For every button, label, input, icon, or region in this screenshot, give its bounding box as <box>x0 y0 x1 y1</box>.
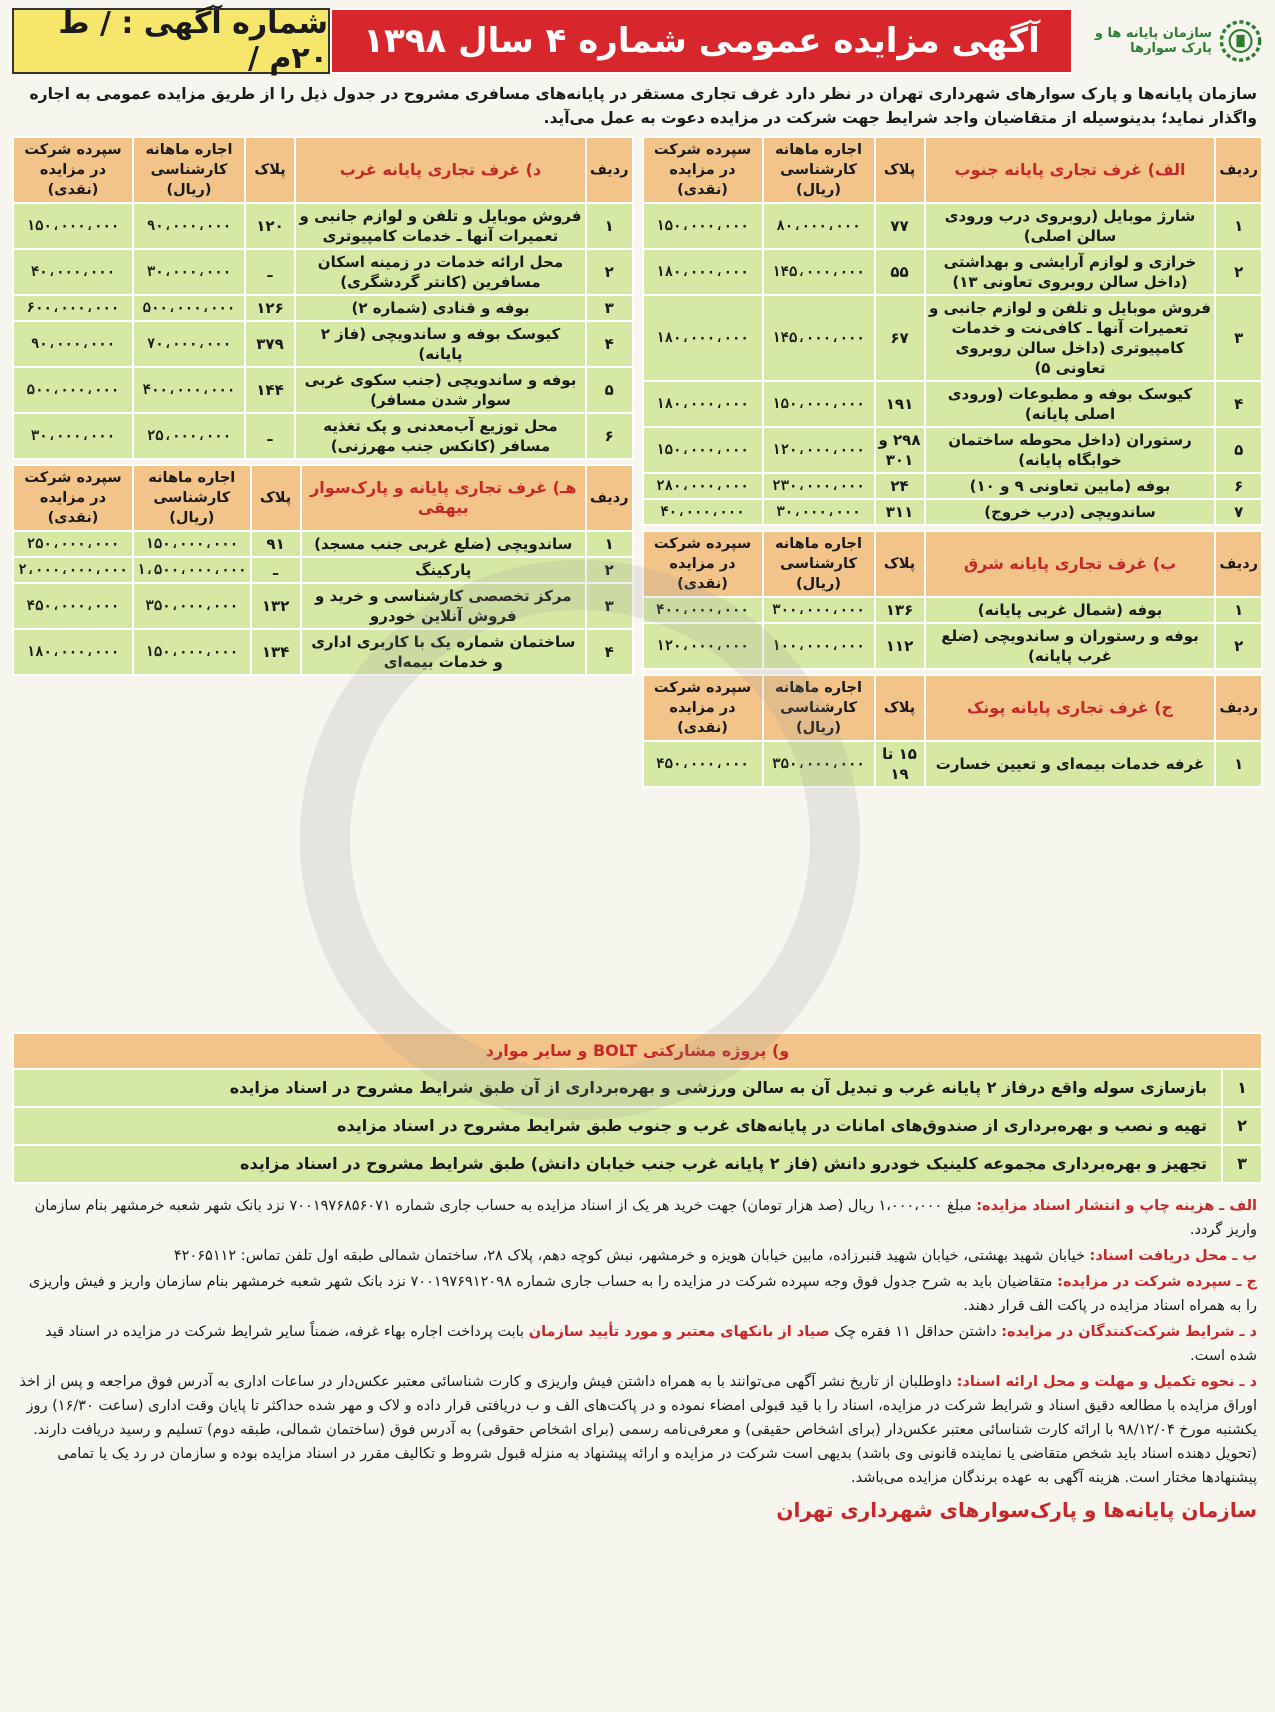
stall-description: محل ارائه خدمات در زمینه اسکان مسافرین (کانتر گردشگری) <box>295 249 586 295</box>
deposit-amount: ۴۰۰،۰۰۰،۰۰۰ <box>643 597 763 623</box>
row-number: ۷ <box>1215 499 1262 525</box>
bolt-title: و) پروژه مشارکتی BOLT و سایر موارد <box>13 1033 1262 1069</box>
intro-lead: سازمان پایانه‌ها و پارک سوارهای شهرداری تهران <box>879 85 1257 103</box>
plak-number: ۱۳۶ <box>875 597 925 623</box>
row-number: ۲ <box>586 249 633 295</box>
row-number: ۴ <box>586 321 633 367</box>
monthly-rent: ۲۳۰،۰۰۰،۰۰۰ <box>763 473 875 499</box>
stall-description: شارژ موبایل (روبروی درب ورودی سالن اصلی) <box>925 203 1216 249</box>
table-punak-terminal <box>642 674 1264 788</box>
note-conditions-text-2: بابت پرداخت اجاره بهاء غرفه، ضمناً سایر شرایط شرکت در مزایده در اسناد قید شده است. <box>45 1324 1257 1364</box>
plak-number: ۱۴۴ <box>245 367 295 413</box>
stall-description: ساندویچی (ضلع غربی جنب مسجد) <box>301 531 586 557</box>
plak-number: ۳۱۱ <box>875 499 925 525</box>
monthly-rent: ۳۰،۰۰۰،۰۰۰ <box>133 249 245 295</box>
note-conditions-label: د ـ شرایط شرکت‌کنندگان در مزایده: <box>1001 1324 1257 1340</box>
row-number: ۲ <box>586 557 633 583</box>
table-row <box>643 499 1263 525</box>
deposit-amount: ۴۰،۰۰۰،۰۰۰ <box>13 249 133 295</box>
ad-number: شماره آگهی : / ط ۲۰م / <box>12 8 330 74</box>
deposit-amount: ۱۸۰،۰۰۰،۰۰۰ <box>643 295 763 381</box>
table-title: ب) غرف تجاری پایانه شرق <box>925 531 1216 597</box>
bolt-row-number: ۱ <box>1222 1069 1262 1107</box>
plak-number: ۳۷۹ <box>245 321 295 367</box>
deposit-amount: ۱۸۰،۰۰۰،۰۰۰ <box>13 629 133 675</box>
deposit-amount: ۱۵۰،۰۰۰،۰۰۰ <box>643 427 763 473</box>
plak-number: ۱۵ تا ۱۹ <box>875 741 925 787</box>
note-conditions <box>18 1320 1257 1368</box>
plak-number: ۱۹۱ <box>875 381 925 427</box>
table-beyhaghi-terminal <box>12 464 634 676</box>
table-header-row <box>643 137 1263 203</box>
footer-org-name: سازمان پایانه‌ها و پارک‌سوارهای شهرداری تهران <box>776 1498 1257 1522</box>
column-header-rent: اجاره ماهانه کارشناسی (ریال) <box>133 137 245 203</box>
table-row <box>13 583 633 629</box>
deposit-amount: ۲،۰۰۰،۰۰۰،۰۰۰ <box>13 557 133 583</box>
tables-column-right <box>642 136 1264 1026</box>
deposit-amount: ۵۰۰،۰۰۰،۰۰۰ <box>13 367 133 413</box>
stall-description: خرازی و لوازم آرایشی و بهداشتی (داخل سالن روبروی تعاونی ۱۳) <box>925 249 1216 295</box>
monthly-rent: ۳۰،۰۰۰،۰۰۰ <box>763 499 875 525</box>
stall-description: بوفه (شمال غربی پایانه) <box>925 597 1216 623</box>
plak-number: ۵۵ <box>875 249 925 295</box>
deposit-amount: ۲۵۰،۰۰۰،۰۰۰ <box>13 531 133 557</box>
monthly-rent: ۱۵۰،۰۰۰،۰۰۰ <box>133 531 251 557</box>
column-header-plak: پلاک <box>875 137 925 203</box>
note-fee-label: الف ـ هزینه چاپ و انتشار اسناد مزایده: <box>976 1198 1257 1214</box>
table-header-row <box>13 465 633 531</box>
stall-description: مرکز تخصصی کارشناسی و خرید و فروش آنلاین خودرو <box>301 583 586 629</box>
plak-number: ۷۷ <box>875 203 925 249</box>
deposit-amount: ۶۰۰،۰۰۰،۰۰۰ <box>13 295 133 321</box>
auction-tables <box>12 136 1263 1026</box>
monthly-rent: ۱۵۰،۰۰۰،۰۰۰ <box>763 381 875 427</box>
note-deposit-label: ج ـ سپرده شرکت در مزایده: <box>1057 1274 1257 1290</box>
stall-description: بوفه و ساندویچی (جنب سکوی غربی سوار شدن مسافر) <box>295 367 586 413</box>
deposit-amount: ۱۸۰،۰۰۰،۰۰۰ <box>643 249 763 295</box>
table-row <box>643 427 1263 473</box>
note-submission <box>18 1370 1257 1490</box>
table-row <box>13 413 633 459</box>
stall-description: کیوسک بوفه و ساندویچی (فاز ۲ پایانه) <box>295 321 586 367</box>
table-row <box>13 1069 1262 1107</box>
table-title: هـ) غرف تجاری پایانه و پارک‌سوار بیهقی <box>301 465 586 531</box>
note-fee <box>18 1194 1257 1242</box>
column-header-row: ردیف <box>1215 531 1262 597</box>
deposit-amount: ۳۰،۰۰۰،۰۰۰ <box>13 413 133 459</box>
row-number: ۱ <box>586 203 633 249</box>
deposit-amount: ۴۵۰،۰۰۰،۰۰۰ <box>643 741 763 787</box>
plak-number: ۲۹۸ و ۳۰۱ <box>875 427 925 473</box>
monthly-rent: ۳۵۰،۰۰۰،۰۰۰ <box>133 583 251 629</box>
deposit-amount: ۴۵۰،۰۰۰،۰۰۰ <box>13 583 133 629</box>
table-title: د) غرف تجاری پایانه غرب <box>295 137 586 203</box>
plak-number: ـ <box>245 413 295 459</box>
table-south-terminal <box>642 136 1264 526</box>
table-row <box>13 629 633 675</box>
stall-description: فروش موبایل و تلفن و لوازم جانبی و تعمیرات آنها ـ کافی‌نت و خدمات کامپیوتری (داخل سالن روبروی تعاونی ۵) <box>925 295 1216 381</box>
note-submission-text: داوطلبان از تاریخ نشر آگهی می‌توانند با به همراه داشتن فیش واریزی و کارت شناسائی معتبر عکس‌دار در ساعات اداری به آدرس فوق مراجعه و پس از اخذ اوراق مزایده با مطالعه دقیق اسناد و شرایط شرکت در مزایده، اسناد را با قید قبولی امضاء نموده و در پاکت‌های الف و ب دریافتی قرار داده و لاک و مهر شده حداکثر تا پایان وقت اداری (ساعت ۱۶/۳۰) روز یکشنبه مورخ ۹۸/۱۲/۰۴ با ارائه کارت شناسائی معتبر عکس‌دار (برای اشخاص حقیقی) و معرفی‌نامه رسمی (برای اشخاص حقوقی) به آدرس فوق (ساختمان شمالی، طبقه دوم) تسلیم و رسید دریافت دارند. (تحویل دهنده اسناد باید شخص متقاضی یا نماینده قانونی وی باشد) بدیهی است شرکت در مزایده و ارائه پیشنهاد به منزله قبول شروط و تکالیف مقرر در اسناد مزایده بوده و سازمان در رد یک یا تمامی پیشنهادها مختار است. هزینه آگهی به عهده برندگان مزایده می‌باشد. <box>19 1374 1257 1486</box>
table-row <box>643 203 1263 249</box>
row-number: ۵ <box>1215 427 1262 473</box>
note-location-text: خیابان شهید بهشتی، خیابان شهید قنبرزاده، مابین خیابان هویزه و خرمشهر، نبش کوچه دهم، پلاک ۲۸، ساختمان شمالی طبقه اول تلفن تماس: ۴۲۰۶۵۱۱۲ <box>173 1248 1085 1264</box>
deposit-amount: ۱۲۰،۰۰۰،۰۰۰ <box>643 623 763 669</box>
column-header-row: ردیف <box>586 465 633 531</box>
bolt-row-text: تجهیز و بهره‌برداری مجموعه کلینیک خودرو دانش (فاز ۲ پایانه غرب جنب خیابان دانش) طبق شرایط مشروح در اسناد مزایده <box>13 1145 1222 1183</box>
stall-description: فروش موبایل و تلفن و لوازم جانبی و تعمیرات آنها ـ خدمات کامپیوتری <box>295 203 586 249</box>
table-title: ج) غرف تجاری پایانه پونک <box>925 675 1216 741</box>
column-header-rent: اجاره ماهانه کارشناسی (ریال) <box>763 531 875 597</box>
row-number: ۳ <box>1215 295 1262 381</box>
deposit-amount: ۱۵۰،۰۰۰،۰۰۰ <box>643 203 763 249</box>
row-number: ۱ <box>586 531 633 557</box>
table-bolt-projects <box>12 1032 1263 1184</box>
monthly-rent: ۳۰۰،۰۰۰،۰۰۰ <box>763 597 875 623</box>
plak-number: ۱۱۲ <box>875 623 925 669</box>
column-header-row: ردیف <box>586 137 633 203</box>
table-title: الف) غرف تجاری پایانه جنوب <box>925 137 1216 203</box>
stall-description: محل توزیع آب‌معدنی و پک تغذیه مسافر (کانکس جنب مهرزنی) <box>295 413 586 459</box>
org-logo <box>1073 8 1263 74</box>
column-header-deposit: سپرده شرکت در مزایده (نقدی) <box>643 137 763 203</box>
deposit-amount: ۱۵۰،۰۰۰،۰۰۰ <box>13 203 133 249</box>
table-row <box>643 249 1263 295</box>
row-number: ۳ <box>586 295 633 321</box>
column-header-deposit: سپرده شرکت در مزایده (نقدی) <box>13 465 133 531</box>
column-header-row: ردیف <box>1215 137 1262 203</box>
monthly-rent: ۳۵۰،۰۰۰،۰۰۰ <box>763 741 875 787</box>
monthly-rent: ۷۰،۰۰۰،۰۰۰ <box>133 321 245 367</box>
monthly-rent: ۵۰۰،۰۰۰،۰۰۰ <box>133 295 245 321</box>
note-location <box>18 1244 1257 1268</box>
auction-conditions <box>12 1184 1263 1490</box>
column-header-deposit: سپرده شرکت در مزایده (نقدی) <box>13 137 133 203</box>
monthly-rent: ۱،۵۰۰،۰۰۰،۰۰۰ <box>133 557 251 583</box>
monthly-rent: ۱۴۵،۰۰۰،۰۰۰ <box>763 249 875 295</box>
table-row <box>13 367 633 413</box>
column-header-rent: اجاره ماهانه کارشناسی (ریال) <box>763 675 875 741</box>
table-row <box>13 249 633 295</box>
deposit-amount: ۹۰،۰۰۰،۰۰۰ <box>13 321 133 367</box>
table-row <box>643 473 1263 499</box>
plak-number: ۶۷ <box>875 295 925 381</box>
row-number: ۳ <box>586 583 633 629</box>
row-number: ۱ <box>1215 597 1262 623</box>
stall-description: رستوران (داخل محوطه ساختمان خوابگاه پایانه) <box>925 427 1216 473</box>
row-number: ۵ <box>586 367 633 413</box>
bolt-row-text: تهیه و نصب و بهره‌برداری از صندوق‌های امانات در پایانه‌های غرب و جنوب طبق شرایط مشروح در اسناد مزایده <box>13 1107 1222 1145</box>
table-east-terminal <box>642 530 1264 670</box>
bolt-row-number: ۲ <box>1222 1107 1262 1145</box>
column-header-deposit: سپرده شرکت در مزایده (نقدی) <box>643 675 763 741</box>
row-number: ۱ <box>1215 741 1262 787</box>
stall-description: بوفه و قنادی (شماره ۲) <box>295 295 586 321</box>
bolt-row-number: ۳ <box>1222 1145 1262 1183</box>
note-conditions-highlight: صیاد از بانکهای معتبر و مورد تأیید سازمان <box>528 1324 830 1340</box>
table-header-row <box>643 531 1263 597</box>
deposit-amount: ۱۸۰،۰۰۰،۰۰۰ <box>643 381 763 427</box>
column-header-plak: پلاک <box>875 675 925 741</box>
table-row <box>13 531 633 557</box>
row-number: ۶ <box>1215 473 1262 499</box>
row-number: ۶ <box>586 413 633 459</box>
plak-number: ۱۳۲ <box>251 583 301 629</box>
monthly-rent: ۱۵۰،۰۰۰،۰۰۰ <box>133 629 251 675</box>
plak-number: ۹۱ <box>251 531 301 557</box>
row-number: ۴ <box>586 629 633 675</box>
deposit-amount: ۴۰،۰۰۰،۰۰۰ <box>643 499 763 525</box>
table-row <box>643 741 1263 787</box>
table-header-row <box>13 137 633 203</box>
monthly-rent: ۱۴۵،۰۰۰،۰۰۰ <box>763 295 875 381</box>
note-location-label: ب ـ محل دریافت اسناد: <box>1089 1248 1257 1264</box>
note-deposit <box>18 1270 1257 1318</box>
row-number: ۲ <box>1215 623 1262 669</box>
monthly-rent: ۴۰۰،۰۰۰،۰۰۰ <box>133 367 245 413</box>
table-west-terminal <box>12 136 634 460</box>
intro-paragraph <box>12 74 1263 136</box>
table-row <box>643 295 1263 381</box>
plak-number: ـ <box>245 249 295 295</box>
stall-description: بوفه (مابین تعاونی ۹ و ۱۰) <box>925 473 1216 499</box>
monthly-rent: ۸۰،۰۰۰،۰۰۰ <box>763 203 875 249</box>
intro-text: در نظر دارد غرف تجاری مستقر در پایانه‌های مسافری مشروح در جدول ذیل را از طریق مزایده عمومی به اجاره واگذار نماید؛ بدینوسیله از متقاضیان واجد شرایط جهت شرکت در مزایده دعوت به عمل می‌آید. <box>29 85 1257 127</box>
stall-description: بوفه و رستوران و ساندویچی (ضلع غرب پایانه) <box>925 623 1216 669</box>
ad-title: آگهی مزایده عمومی شماره ۴ سال ۱۳۹۸ <box>330 8 1073 74</box>
plak-number: ۱۳۴ <box>251 629 301 675</box>
column-header-deposit: سپرده شرکت در مزایده (نقدی) <box>643 531 763 597</box>
monthly-rent: ۱۰۰،۰۰۰،۰۰۰ <box>763 623 875 669</box>
column-header-row: ردیف <box>1215 675 1262 741</box>
stall-description: کیوسک بوفه و مطبوعات (ورودی اصلی پایانه) <box>925 381 1216 427</box>
table-header-row <box>643 675 1263 741</box>
column-header-rent: اجاره ماهانه کارشناسی (ریال) <box>133 465 251 531</box>
plak-number: ـ <box>251 557 301 583</box>
column-header-plak: پلاک <box>251 465 301 531</box>
org-logo-text: سازمان پایانه ها و پارک سوارها <box>1094 26 1212 56</box>
row-number: ۲ <box>1215 249 1262 295</box>
monthly-rent: ۱۲۰،۰۰۰،۰۰۰ <box>763 427 875 473</box>
ad-header <box>12 8 1263 74</box>
table-row <box>13 203 633 249</box>
note-fee-text: مبلغ ۱،۰۰۰،۰۰۰ ریال (صد هزار تومان) جهت خرید هر یک از اسناد مزایده به حساب جاری شماره ۷۰۰۱۹۷۶۸۵۶۰۷۱ نزد بانک شهر شعبه خرمشهر بنام سازمان واریز گردد. <box>34 1198 1257 1238</box>
note-conditions-text: داشتن حداقل ۱۱ فقره چک <box>834 1324 997 1340</box>
org-logo-icon <box>1218 8 1263 74</box>
plak-number: ۲۴ <box>875 473 925 499</box>
bolt-row-text: بازسازی سوله واقع درفاز ۲ پایانه غرب و تبدیل آن به سالن ورزشی و بهره‌برداری از آن طبق شرایط مشروح در اسناد مزایده <box>13 1069 1222 1107</box>
monthly-rent: ۹۰،۰۰۰،۰۰۰ <box>133 203 245 249</box>
table-row <box>13 321 633 367</box>
column-header-plak: پلاک <box>875 531 925 597</box>
deposit-amount: ۲۸۰،۰۰۰،۰۰۰ <box>643 473 763 499</box>
stall-description: غرفه خدمات بیمه‌ای و تعیین خسارت <box>925 741 1216 787</box>
stall-description: ساندویچی (درب خروج) <box>925 499 1216 525</box>
table-row <box>13 1107 1262 1145</box>
table-row <box>13 1145 1262 1183</box>
row-number: ۱ <box>1215 203 1262 249</box>
table-row <box>643 623 1263 669</box>
row-number: ۴ <box>1215 381 1262 427</box>
column-header-rent: اجاره ماهانه کارشناسی (ریال) <box>763 137 875 203</box>
column-header-plak: پلاک <box>245 137 295 203</box>
table-row <box>643 597 1263 623</box>
table-row <box>13 557 633 583</box>
plak-number: ۱۲۰ <box>245 203 295 249</box>
note-deposit-text: متقاضیان باید به شرح جدول فوق وجه سپرده شرکت در مزایده را به حساب جاری شماره ۷۰۰۱۹۷۶۹۱۲۰۹۸ نزد بانک شهر شعبه خرمشهر بنام سازمان واریز و فیش واریزی را به همراه اسناد مزایده در پاکت الف قرار دهند. <box>28 1274 1257 1314</box>
stall-description: پارکینگ <box>301 557 586 583</box>
tables-column-left <box>12 136 634 1026</box>
stall-description: ساختمان شماره یک با کاربری اداری و خدمات بیمه‌ای <box>301 629 586 675</box>
monthly-rent: ۲۵،۰۰۰،۰۰۰ <box>133 413 245 459</box>
note-submission-label: د ـ نحوه تکمیل و مهلت و محل ارائه اسناد: <box>956 1374 1257 1390</box>
plak-number: ۱۲۶ <box>245 295 295 321</box>
table-row <box>643 381 1263 427</box>
table-row <box>13 295 633 321</box>
